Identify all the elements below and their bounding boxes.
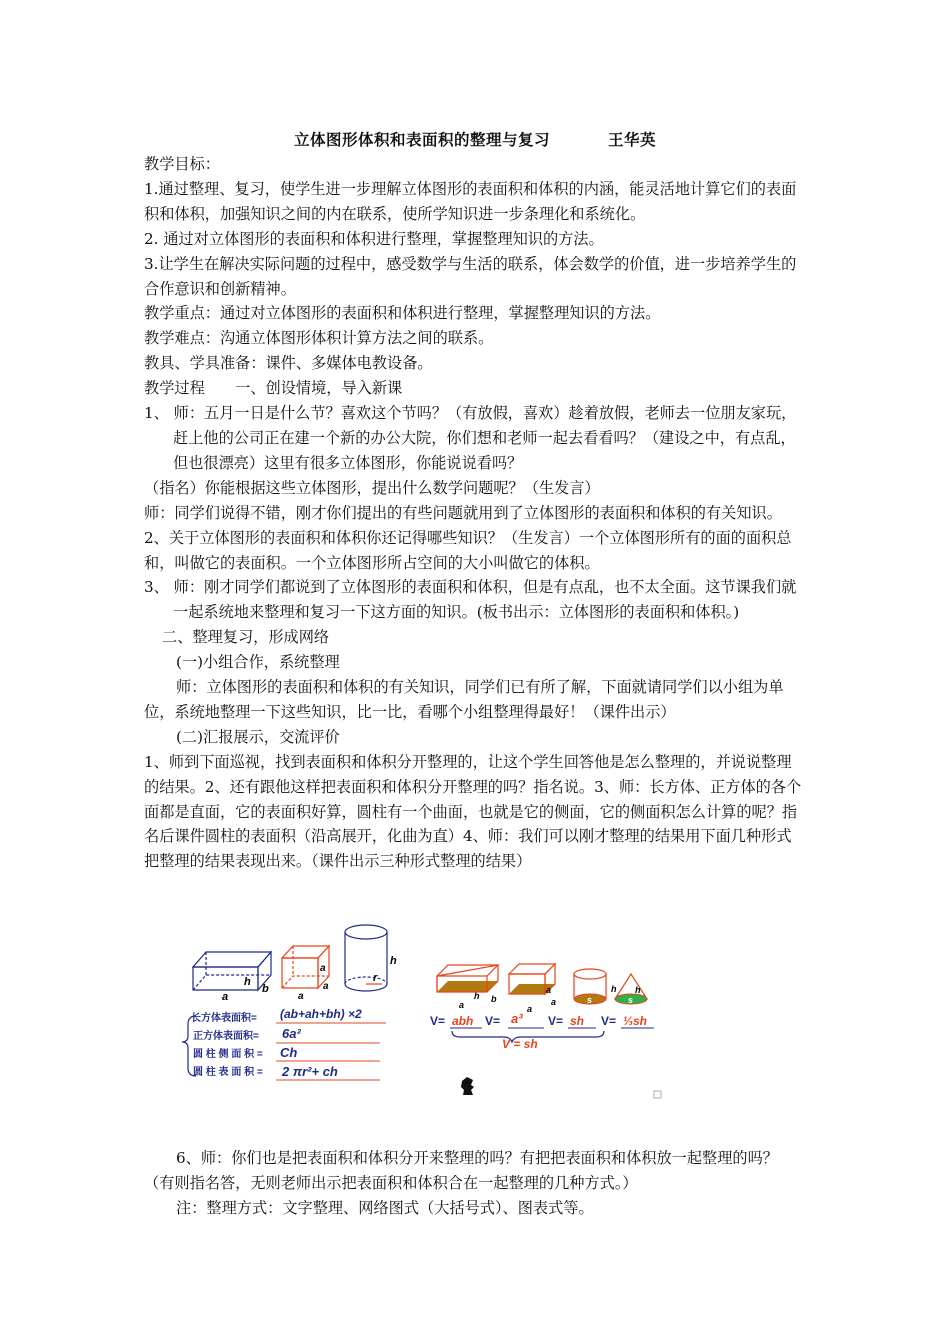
vol-cone-h-label: h (635, 985, 641, 995)
vol-cuboid-a-label: a (459, 1000, 465, 1010)
paragraph: 师：同学们说得不错，刚才你们提出的有些问题就用到了立体图形的表面积和体积的有关知识。 (144, 503, 782, 522)
vol-cube-a-label: a (551, 997, 557, 1007)
formula-label: 长方体表面积= (191, 1013, 257, 1024)
vol-cube-a-label: a (546, 985, 552, 995)
section-heading: 二、整理复习，形成网络 (162, 628, 330, 647)
volume-formula: a³ (511, 1011, 523, 1026)
paragraph: 2、关于立体图形的表面积和体积你还记得哪些知识？（生发言）一个立体图形所有的面的面积总和，叫做它的表面积。一个立体图形所占空间的大小叫做它的体积。 (144, 528, 792, 572)
volume-prefix: V= (430, 1014, 446, 1028)
formula-label: 正方体表面积= (193, 1031, 259, 1042)
placeholder-box-icon (654, 1091, 661, 1098)
cylinder-shape (345, 925, 387, 991)
cube-a-label: a (320, 963, 326, 974)
cube-a-label: a (323, 981, 329, 992)
closing-text (144, 1146, 806, 1221)
paragraph: 教学重点：通过对立体图形的表面积和体积进行整理，掌握整理知识的方法。 (144, 304, 661, 323)
vol-cuboid-h-label: h (474, 991, 480, 1001)
paragraph: 教学过程 一、创设情境，导入新课 (144, 379, 403, 398)
cylinder-r-label: r (373, 972, 378, 984)
paragraph: 教学目标： (144, 155, 220, 173)
vol-cylinder-s-label: s (587, 995, 593, 1005)
cuboid-h-label: h (244, 976, 251, 988)
title-text: 立体图形体积和表面积的整理与复习 (293, 130, 550, 149)
formula-label: 圆 柱 侧 面 积 = (193, 1049, 263, 1060)
paragraph: 教具、学具准备：课件、多媒体电教设备。 (144, 354, 433, 373)
paragraph: 教学难点：沟通立体图形体积计算方法之间的联系。 (144, 329, 494, 348)
paragraph: 3、 师：刚才同学们都说到了立体图形的表面积和体积，但是有点乱，也不太全面。这节课我们就一起系统地来整理和复习一下这方面的知识。(板书出示：立体图形的表面积和体积。) (144, 578, 797, 622)
vol-cone-s-label: s (628, 995, 634, 1005)
cube-a-label: a (298, 991, 304, 1002)
mascot-icon (461, 1077, 474, 1095)
cylinder-h-label: h (390, 955, 397, 967)
vol-cuboid-b-label: b (491, 994, 497, 1004)
volume-prefix: V= (485, 1014, 501, 1028)
formula-value: (ab+ah+bh) ×2 (280, 1007, 362, 1021)
cuboid-a-label: a (222, 991, 229, 1003)
paragraph: 6、师：你们也是把表面积和体积分开来整理的吗？有把把表面积和体积放一起整理的吗？（有则指名答，无则老师出示把表面积和体积合在一起整理的几种方式。） (144, 1149, 778, 1192)
cuboid-b-label: b (262, 983, 269, 995)
paragraph: （指名）你能根据这些立体图形，提出什么数学问题呢？（生发言） (144, 478, 600, 497)
formula-value: 6a² (282, 1026, 301, 1041)
paragraph: 3.让学生在解决实际问题的过程中，感受数学与生活的联系，体会数学的价值，进一步培养学生的合作意识和创新精神。 (144, 254, 797, 298)
vol-cube-a-label: a (527, 1004, 533, 1014)
volume-prefix: V= (601, 1014, 617, 1028)
paragraph: 1、师到下面巡视，找到表面积和体积分开整理的，让这个学生回答他是怎么整理的，并说说整理的结果。2、还有跟他这样把表面积和体积分开整理的吗？指名说。3、师：长方体、正方体的各个面都是直面，它的表面积好算，圆柱有一个曲面，也就是它的侧面，它的侧面积怎么计算的呢？指名后课件圆柱的表面积（沿高展开，化曲为直）4、师：我们可以刚才整理的结果用下面几种形式把整理的结果表现出来。（课件出示三种形式整理的结果） (144, 752, 802, 871)
paragraph: 注：整理方式：文字整理、网络图式（大括号式）、图表式等。 (176, 1199, 594, 1217)
volume-formula: ⅓sh (623, 1014, 648, 1028)
subsection-heading: (一)小组合作，系统整理 (176, 653, 340, 672)
formula-label: 圆 柱 表 面 积 = (193, 1067, 263, 1078)
formula-value: Ch (280, 1045, 298, 1060)
vol-cylinder-h-label: h (611, 984, 617, 994)
volume-formula: abh (452, 1014, 474, 1028)
surface-area-list (191, 1011, 263, 1078)
subsection-heading: (二)汇报展示，交流评价 (176, 727, 340, 746)
volume-cuboid (437, 965, 498, 992)
formula-value: 2 πr²+ ch (282, 1064, 338, 1079)
volume-formula: sh (570, 1014, 585, 1028)
volume-formulas (430, 1011, 647, 1028)
paragraph: 1、 师：五月一日是什么节？喜欢这个节吗？（有放假，喜欢）趁着放假，老师去一位朋友家玩，赶上他的公司正在建一个新的办公大院，你们想和老师一起去看看吗？（建设之中，有点乱，但也很漂亮）这里有很多立体图形，你能说说看吗？ (144, 404, 797, 472)
cuboid-shape (193, 952, 271, 990)
unified-volume-formula: V = sh (502, 1037, 538, 1051)
paragraph: 1.通过整理、复习，使学生进一步理解立体图形的表面积和体积的内涵，能灵活地计算它们的表面积和体积，加强知识之间的内在联系，使所学知识进一步条理化和系统化。 (144, 179, 797, 223)
paragraph: 师：立体图形的表面积和体积的有关知识，同学们已有所了解，下面就请同学们以小组为单位，系统地整理一下这些知识，比一比，看哪个小组整理得最好！（课件出示） (144, 678, 784, 721)
volume-prefix: V= (548, 1014, 564, 1028)
author-name: 王华英 (608, 130, 657, 149)
paragraph: 2. 通过对立体图形的表面积和体积进行整理，掌握整理知识的方法。 (144, 229, 604, 248)
